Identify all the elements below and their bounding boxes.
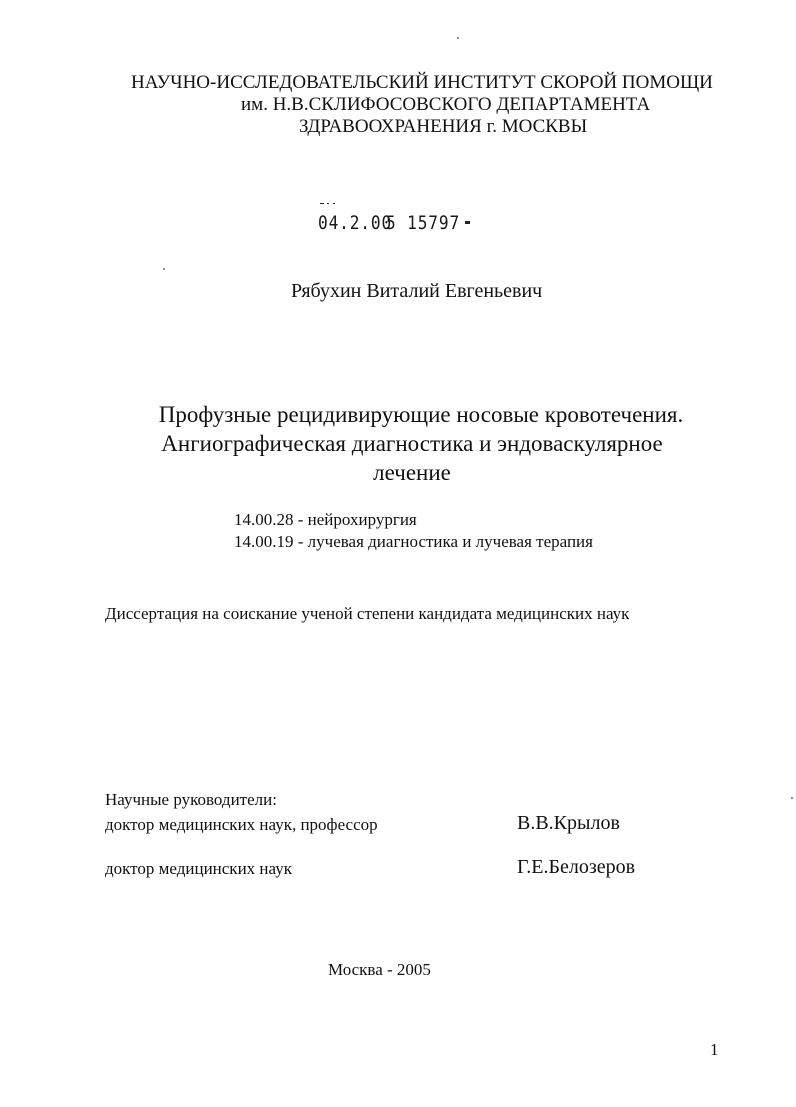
institution-line-2: им. Н.В.СКЛИФОСОВСКОГО ДЕПАРТАМЕНТА bbox=[241, 94, 651, 115]
city-year: Москва - 2005 bbox=[328, 960, 431, 979]
institution-line-1: НАУЧНО-ИССЛЕДОВАТЕЛЬСКИЙ ИНСТИТУТ СКОРОЙ ПОМОЩИ bbox=[131, 72, 713, 93]
title-line-2: Ангиографическая диагностика и эндоваскулярное bbox=[161, 431, 663, 456]
supervisor-name: Г.Е.Белозеров bbox=[517, 856, 636, 878]
specialty-item: 14.00.19 - лучевая диагностика и лучевая терапия bbox=[234, 532, 593, 551]
scan-speck bbox=[457, 37, 459, 39]
author-name: Рябухин Виталий Евгеньевич bbox=[291, 280, 543, 302]
supervisor-degree: доктор медицинских наук, профессор bbox=[105, 815, 378, 834]
specialty-item: 14.00.28 - нейрохирургия bbox=[234, 510, 417, 529]
dissertation-statement: Диссертация на соискание ученой степени кандидата медицинских наук bbox=[105, 604, 630, 623]
scan-speck bbox=[791, 797, 793, 799]
page-number: 1 bbox=[710, 1040, 719, 1059]
stamp-tick-mark bbox=[333, 203, 335, 204]
supervisor-degree: доктор медицинских наук bbox=[105, 859, 292, 878]
supervisors-heading: Научные руководители: bbox=[105, 790, 277, 809]
title-line-3: лечение bbox=[373, 460, 451, 485]
stamp-tick-mark bbox=[320, 203, 324, 204]
stamp-dash-mark bbox=[465, 221, 470, 224]
stamp-tick-mark bbox=[327, 203, 329, 204]
supervisor-name: В.В.Крылов bbox=[517, 812, 620, 834]
title-line-1: Профузные рецидивирующие носовые кровотечения. bbox=[158, 402, 684, 427]
scan-speck bbox=[163, 268, 165, 270]
stamp-number: 5 15797 bbox=[386, 212, 461, 234]
stamp-code: 04.2.00 bbox=[318, 212, 393, 234]
institution-line-3: ЗДРАВООХРАНЕНИЯ г. МОСКВЫ bbox=[299, 116, 588, 137]
